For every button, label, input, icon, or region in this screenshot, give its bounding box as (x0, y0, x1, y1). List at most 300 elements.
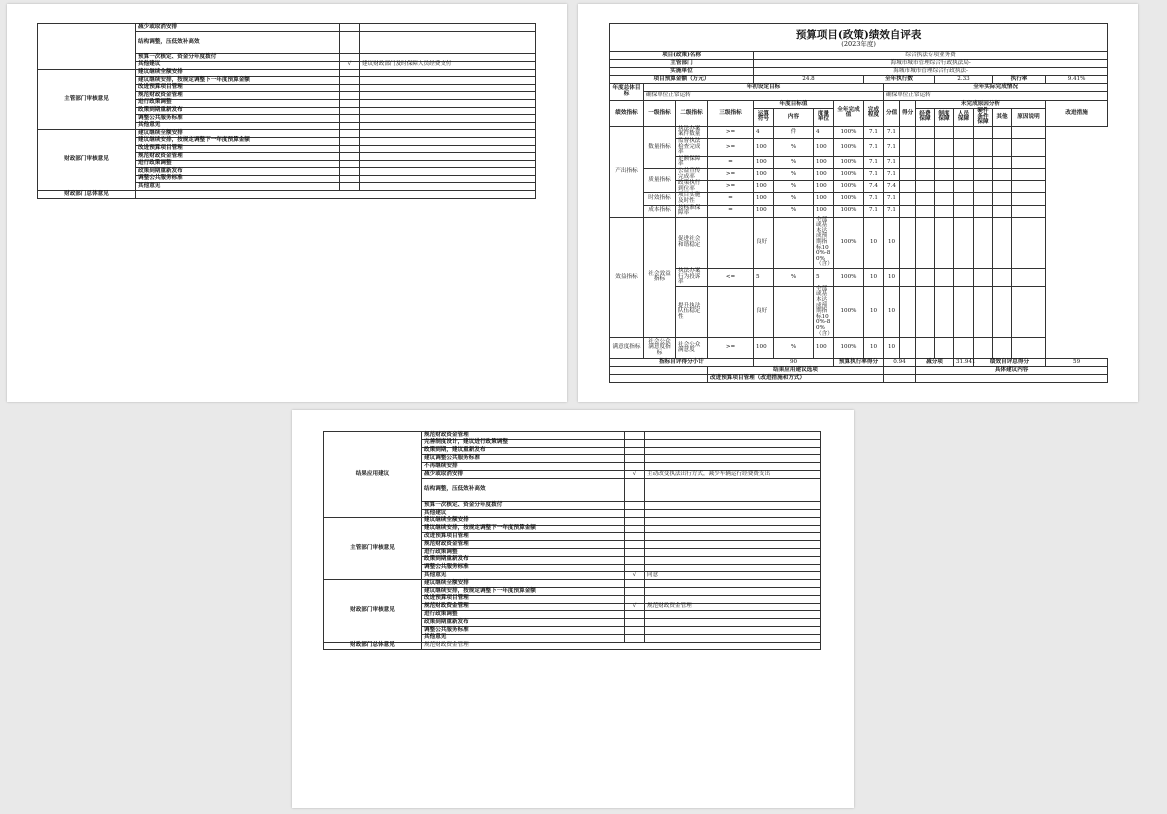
option-note (360, 168, 536, 176)
blank-cell (935, 338, 954, 359)
check-mark (340, 99, 360, 107)
blank-cell (1012, 181, 1046, 193)
section-label: 主管部门审核意见 (324, 517, 422, 579)
blank-cell (1012, 193, 1046, 205)
operator: <= (708, 269, 754, 287)
target-value: 100 (754, 338, 774, 359)
blank-cell (935, 126, 954, 138)
option-note (360, 69, 536, 77)
unit-value: 海城市城市管理综合行政执法- (754, 68, 1108, 76)
target-value: 100 (754, 193, 774, 205)
budget-score-value: 0.94 (884, 359, 916, 367)
check-mark (625, 525, 645, 533)
blank-cell (916, 205, 935, 217)
option-label: 预算一次核定、资金分年度拨付 (136, 54, 340, 62)
blank-cell (993, 338, 1012, 359)
option-note (645, 611, 821, 619)
document-page-1 (7, 4, 567, 402)
option-label: 建议继续安排，按规定调整下一年度预算金额 (136, 137, 340, 145)
goal-actual-label: 全年实际完成情况 (884, 84, 1108, 92)
check-mark (625, 595, 645, 603)
done-value: 5 (814, 269, 834, 287)
blank-cell (900, 338, 916, 359)
overall-value: 规范财政资金管理 (422, 642, 821, 650)
blank-cell (974, 286, 993, 337)
blank-cell (916, 156, 935, 168)
blank-cell (916, 193, 935, 205)
blank-cell (916, 217, 935, 268)
done-value: 100 (814, 193, 834, 205)
done-value: 100 (814, 181, 834, 193)
option-label: 其他意见 (136, 122, 340, 130)
blank-cell (1012, 126, 1046, 138)
exec-value: 2.33 (935, 76, 993, 84)
option-note (360, 92, 536, 100)
blank-cell (900, 181, 916, 193)
target-value: 100 (754, 168, 774, 180)
deduct-value: 31.941 (954, 359, 974, 367)
option-label: 调整公共服务标准 (422, 564, 625, 572)
check-mark (625, 548, 645, 556)
degree: 100% (834, 138, 864, 156)
target-value: 良好 (754, 286, 774, 337)
header-r5: 其他 (993, 109, 1012, 127)
indicator-name: 监督执法检查完成率 (676, 138, 708, 156)
blank-cell (900, 286, 916, 337)
option-note (645, 626, 821, 634)
header-fix: 改进措施 (1046, 101, 1108, 127)
unit (774, 286, 814, 337)
degree: 100% (834, 181, 864, 193)
option-label: 改进预算项目管理 (422, 595, 625, 603)
option-note (645, 595, 821, 603)
option-note (360, 183, 536, 191)
score: 7.4 (864, 181, 884, 193)
budget-value: 24.8 (754, 76, 864, 84)
goal-label: 年度总体目标 (610, 84, 644, 101)
blank-cell (935, 138, 954, 156)
unit: % (774, 181, 814, 193)
option-note (360, 77, 536, 85)
check-mark (340, 145, 360, 153)
option-label: 规范财政资金管理 (422, 432, 625, 440)
budget-score-label: 预算执行率得分 (834, 359, 884, 367)
operator: = (708, 205, 754, 217)
blank-cell (974, 168, 993, 180)
target-value: 100 (754, 156, 774, 168)
option-note (645, 619, 821, 627)
option-label: 减少或取消安排 (422, 470, 625, 478)
overall-label: 财政部门总体意见 (38, 191, 136, 199)
blank-cell (935, 205, 954, 217)
score: 10 (864, 286, 884, 337)
degree: 100% (834, 126, 864, 138)
blank-cell (974, 138, 993, 156)
header-score: 分值 (884, 101, 900, 127)
table-title-cell (610, 24, 1108, 52)
done-value: 100 (814, 156, 834, 168)
section-label: 财政部门审核意见 (38, 130, 136, 191)
check-mark (340, 153, 360, 161)
blank-cell (1012, 269, 1046, 287)
option-label: 政策到期，建议重新发布 (422, 447, 625, 455)
check-mark (340, 183, 360, 191)
target-value: 100 (754, 205, 774, 217)
indicator-name: 提升执法队伍稳定性 (676, 286, 708, 337)
blank-cell (954, 138, 974, 156)
sum-label: 指标自评得分小计 (610, 359, 754, 367)
done-value: 100 (814, 168, 834, 180)
section-label: 财政部门审核意见 (324, 580, 422, 642)
blank-cell (954, 156, 974, 168)
indicator-name: 促进社会和谐稳定 (676, 217, 708, 268)
degree: 100% (834, 269, 864, 287)
blank-cell (1012, 217, 1046, 268)
option-label: 预算一次核定、资金分年度拨付 (422, 502, 625, 510)
indicator-name: 政策执行到位率 (676, 181, 708, 193)
blank-cell (974, 338, 993, 359)
blank-cell (916, 286, 935, 337)
unit: % (774, 205, 814, 217)
got-score: 10 (884, 217, 900, 268)
operator: >= (708, 126, 754, 138)
check-mark (625, 455, 645, 463)
check-mark (625, 509, 645, 517)
indicator-l2: 社会效益指标 (644, 217, 676, 337)
blank-cell (974, 205, 993, 217)
blank-cell (900, 156, 916, 168)
blank-cell (954, 338, 974, 359)
rate-value: 9.41% (1046, 76, 1108, 84)
blank-cell (610, 375, 708, 383)
blank-cell (884, 375, 916, 383)
check-mark (625, 502, 645, 510)
header-unit: 度量单位 (814, 109, 834, 127)
option-note (360, 153, 536, 161)
indicator-l1: 效益指标 (610, 217, 644, 337)
indicator-l1: 产出指标 (610, 126, 644, 217)
check-mark (340, 175, 360, 183)
got-score: 7.1 (884, 126, 900, 138)
blank-cell (1012, 286, 1046, 337)
check-mark (625, 611, 645, 619)
goal-set-value: 确保单位正常运转 (644, 92, 884, 101)
check-mark (625, 463, 645, 471)
result-options-label: 结果应用建议选项 (708, 367, 884, 375)
blank-cell (993, 138, 1012, 156)
got-score: 7.1 (884, 156, 900, 168)
check-mark: √ (625, 572, 645, 580)
option-label: 进行政策调整 (136, 160, 340, 168)
blank-cell (900, 168, 916, 180)
operator: >= (708, 181, 754, 193)
blank-cell (900, 193, 916, 205)
option-label: 进行政策调整 (422, 611, 625, 619)
option-label: 建议调整公共服务标准 (422, 455, 625, 463)
blank-cell (993, 269, 1012, 287)
blank-cell (916, 168, 935, 180)
blank-cell (900, 217, 916, 268)
got-score: 10 (884, 338, 900, 359)
option-label: 进行政策调整 (422, 548, 625, 556)
option-note (645, 587, 821, 595)
degree: 100% (834, 217, 864, 268)
blank-cell (1012, 168, 1046, 180)
dept-label: 主管部门 (610, 60, 754, 68)
budget-label: 项目预算金额（万元） (610, 76, 754, 84)
degree: 100% (834, 205, 864, 217)
operator (708, 286, 754, 337)
degree: 100% (834, 338, 864, 359)
unit: 件 (774, 126, 814, 138)
option-label: 建议继续安排，按规定调整下一年度预算金额 (422, 525, 625, 533)
unit: % (774, 338, 814, 359)
blank-cell (38, 24, 136, 70)
project-name-value: 综合执法专项业务费 (754, 52, 1108, 60)
header-l2: 二级指标 (676, 101, 708, 127)
check-mark (625, 533, 645, 541)
blank-cell (935, 156, 954, 168)
option-label: 建议继续全额安排 (422, 580, 625, 588)
self-evaluation-table (609, 23, 1108, 383)
check-mark (625, 517, 645, 525)
document-page-3 (292, 410, 854, 808)
check-mark (340, 160, 360, 168)
check-mark: √ (625, 603, 645, 611)
check-mark (625, 432, 645, 440)
option-label: 建议继续全额安排 (136, 130, 340, 138)
blank-cell (993, 168, 1012, 180)
option-note (360, 31, 536, 54)
indicator-l2: 质量指标 (644, 168, 676, 192)
goal-actual-value: 确保单位正常运转 (884, 92, 1108, 101)
option-label: 调整公共服务标准 (136, 115, 340, 123)
check-mark (340, 24, 360, 32)
blank-cell (916, 338, 935, 359)
option-label: 规范财政资金管理 (136, 92, 340, 100)
score: 10 (864, 217, 884, 268)
degree: 100% (834, 286, 864, 337)
check-mark (625, 447, 645, 455)
check-mark: √ (625, 470, 645, 478)
option-label: 政策到期重新发布 (136, 168, 340, 176)
blank-cell (974, 193, 993, 205)
check-mark (340, 84, 360, 92)
option-label: 其他建议 (422, 509, 625, 517)
header-content: 内容 (774, 109, 814, 127)
got-score: 7.4 (884, 181, 900, 193)
operator: >= (708, 338, 754, 359)
blank-cell (954, 269, 974, 287)
total-value: 59 (1046, 359, 1108, 367)
blank-cell (916, 126, 935, 138)
score: 7.1 (864, 138, 884, 156)
section-label: 主管部门审核意见 (38, 69, 136, 130)
blank-cell (954, 286, 974, 337)
option-label: 完善制度设计，建议进行政策调整 (422, 439, 625, 447)
blank-cell (993, 156, 1012, 168)
header-l1: 一级指标 (644, 101, 676, 127)
blank-cell (935, 269, 954, 287)
option-label: 建议继续安排，按规定调整下一年度预算金额 (136, 77, 340, 85)
blank-cell (993, 126, 1012, 138)
option-note: 同意 (645, 572, 821, 580)
blank-cell (993, 193, 1012, 205)
blank-cell (900, 138, 916, 156)
blank-cell (935, 286, 954, 337)
option-note (645, 439, 821, 447)
blank-cell (954, 126, 974, 138)
blank-cell (993, 181, 1012, 193)
indicator-name: 执法办案案件数量 (676, 126, 708, 138)
score: 10 (864, 269, 884, 287)
done-value: 100 (814, 338, 834, 359)
header-degree: 完成程度 (864, 101, 884, 127)
option-label: 调整公共服务标准 (422, 626, 625, 634)
indicator-name: 执法办案行为投诉率 (676, 269, 708, 287)
option-note (645, 502, 821, 510)
target-value: 5 (754, 269, 774, 287)
check-mark (340, 31, 360, 54)
score: 7.1 (864, 156, 884, 168)
got-score: 7.1 (884, 168, 900, 180)
option-label: 规范财政资金管理 (136, 153, 340, 161)
check-mark (625, 587, 645, 595)
operator: = (708, 193, 754, 205)
blank-cell (954, 217, 974, 268)
check-mark (340, 115, 360, 123)
rate-label: 执行率 (993, 76, 1046, 84)
check-mark: √ (340, 61, 360, 69)
option-note (360, 99, 536, 107)
header-r3: 人员保障 (954, 109, 974, 127)
indicator-name: 项目实施及时性 (676, 193, 708, 205)
header-target: 年度目标值 (754, 101, 834, 109)
check-mark (340, 107, 360, 115)
option-label: 建议继续全额安排 (136, 69, 340, 77)
done-value: 100 (814, 138, 834, 156)
check-mark (625, 556, 645, 564)
done-value: 100 (814, 205, 834, 217)
option-note (645, 447, 821, 455)
document-page-2 (578, 4, 1138, 402)
score: 7.1 (864, 193, 884, 205)
header-got: 得分 (900, 101, 916, 127)
got-score: 10 (884, 286, 900, 337)
result-first-option: 改进预算项目管理（改进措施和方式） (708, 375, 884, 383)
sum-value: 90 (754, 359, 834, 367)
option-note: 主动改变执法出行方式，减少车辆运行经费费支出 (645, 470, 821, 478)
option-note (360, 115, 536, 123)
suggest-content-label: 具体建议内容 (916, 367, 1108, 375)
option-note (360, 107, 536, 115)
got-score: 7.1 (884, 193, 900, 205)
check-mark (340, 77, 360, 85)
indicator-section-label: 绩效指标 (610, 101, 644, 127)
score: 7.1 (864, 126, 884, 138)
check-mark (625, 439, 645, 447)
option-note (645, 556, 821, 564)
exec-label: 全年执行数 (864, 76, 935, 84)
blank-cell (974, 181, 993, 193)
blank-cell (993, 205, 1012, 217)
goal-set-label: 年初设定目标 (644, 84, 884, 92)
option-note (360, 175, 536, 183)
blank-cell (935, 193, 954, 205)
unit: % (774, 138, 814, 156)
got-score: 10 (884, 269, 900, 287)
header-op: 运算符号 (754, 109, 774, 127)
page-year: (2023年度) (841, 39, 876, 48)
indicator-l2: 社会公众满意度指标 (644, 338, 676, 359)
option-label: 政策到期重新发布 (422, 619, 625, 627)
option-note (645, 455, 821, 463)
option-note (645, 634, 821, 642)
option-note (645, 432, 821, 440)
blank-cell (916, 269, 935, 287)
option-label: 规范财政资金管理 (422, 603, 625, 611)
blank-cell (993, 286, 1012, 337)
option-label: 改进预算项目管理 (136, 145, 340, 153)
option-label: 政策到期重新发布 (136, 107, 340, 115)
option-note (360, 24, 536, 32)
overall-value (136, 191, 536, 199)
blank-cell (916, 375, 1108, 383)
option-label: 其他意见 (422, 634, 625, 642)
blank-cell (974, 126, 993, 138)
blank-cell (935, 168, 954, 180)
score: 7.1 (864, 205, 884, 217)
indicator-l1: 满意度指标 (610, 338, 644, 359)
check-mark (625, 580, 645, 588)
indicator-name: 社会公众满意度 (676, 338, 708, 359)
option-note (360, 122, 536, 130)
option-note (645, 463, 821, 471)
option-label: 结构调整，压低效补高效 (422, 478, 625, 501)
header-r4: 硬件条件保障 (974, 109, 993, 127)
option-label: 建议继续安排，按规定调整下一年度预算金额 (422, 587, 625, 595)
degree: 100% (834, 156, 864, 168)
option-label: 结构调整，压低效补高效 (136, 31, 340, 54)
option-note (645, 478, 821, 501)
unit: % (774, 156, 814, 168)
check-mark (625, 634, 645, 642)
blank-cell (993, 217, 1012, 268)
project-name-label: 项目(政策)名称 (610, 52, 754, 60)
blank-cell (900, 126, 916, 138)
option-note (645, 564, 821, 572)
section-label: 结果应用建议 (324, 432, 422, 518)
header-done: 全年完成值 (834, 101, 864, 127)
operator: = (708, 156, 754, 168)
unit-label: 实施单位 (610, 68, 754, 76)
header-unfinished: 未完成原因分析 (916, 101, 1046, 109)
option-label: 其他意见 (136, 183, 340, 191)
check-mark (625, 541, 645, 549)
blank-cell (935, 181, 954, 193)
option-label: 其他意见 (422, 572, 625, 580)
check-mark (340, 69, 360, 77)
done-value: 4 (814, 126, 834, 138)
blank-cell (954, 193, 974, 205)
header-l3: 三级指标 (708, 101, 754, 127)
review-table (37, 23, 536, 199)
option-note (645, 525, 821, 533)
overall-label: 财政部门总体意见 (324, 642, 422, 650)
option-note: 规范财政资金管理 (645, 603, 821, 611)
blank-cell (900, 205, 916, 217)
check-mark (340, 137, 360, 145)
